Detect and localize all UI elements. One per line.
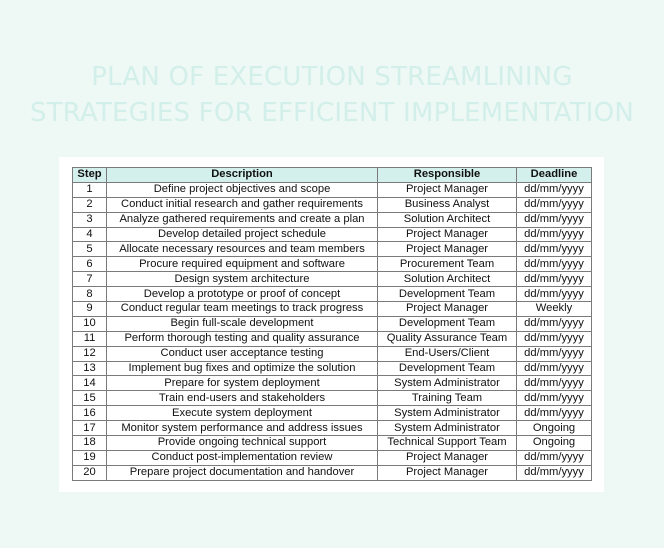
cell-responsible: Project Manager <box>378 450 517 465</box>
cell-deadline: dd/mm/yyyy <box>517 197 592 212</box>
table-row <box>73 212 592 227</box>
cell-step: 19 <box>73 450 107 465</box>
cell-description: Conduct initial research and gather requirements <box>107 197 378 212</box>
cell-deadline: Ongoing <box>517 421 592 436</box>
cell-description: Prepare for system deployment <box>107 376 378 391</box>
cell-description: Begin full-scale development <box>107 316 378 331</box>
cell-description: Implement bug fixes and optimize the solution <box>107 361 378 376</box>
cell-step: 8 <box>73 287 107 302</box>
cell-deadline: dd/mm/yyyy <box>517 272 592 287</box>
cell-responsible: System Administrator <box>378 421 517 436</box>
table-row <box>73 421 592 436</box>
cell-description: Provide ongoing technical support <box>107 436 378 451</box>
page-title-line-1: PLAN OF EXECUTION STREAMLINING <box>91 62 573 92</box>
cell-responsible: Training Team <box>378 391 517 406</box>
cell-deadline: dd/mm/yyyy <box>517 227 592 242</box>
cell-step: 15 <box>73 391 107 406</box>
execution-plan-table <box>72 167 592 481</box>
cell-deadline: dd/mm/yyyy <box>517 376 592 391</box>
cell-responsible: Solution Architect <box>378 212 517 227</box>
cell-responsible: Business Analyst <box>378 197 517 212</box>
cell-deadline: dd/mm/yyyy <box>517 331 592 346</box>
table-row <box>73 391 592 406</box>
cell-deadline: dd/mm/yyyy <box>517 242 592 257</box>
cell-responsible: System Administrator <box>378 376 517 391</box>
cell-deadline: dd/mm/yyyy <box>517 361 592 376</box>
cell-description: Develop detailed project schedule <box>107 227 378 242</box>
cell-deadline: dd/mm/yyyy <box>517 346 592 361</box>
table-row <box>73 450 592 465</box>
cell-step: 9 <box>73 302 107 317</box>
column-header-step: Step <box>73 168 107 183</box>
spreadsheet-panel <box>59 157 604 492</box>
cell-step: 17 <box>73 421 107 436</box>
table-row <box>73 227 592 242</box>
cell-deadline: dd/mm/yyyy <box>517 406 592 421</box>
cell-description: Analyze gathered requirements and create a plan <box>107 212 378 227</box>
cell-step: 13 <box>73 361 107 376</box>
cell-step: 5 <box>73 242 107 257</box>
table-row <box>73 465 592 480</box>
table-row <box>73 406 592 421</box>
cell-description: Monitor system performance and address issues <box>107 421 378 436</box>
cell-responsible: End-Users/Client <box>378 346 517 361</box>
cell-responsible: Quality Assurance Team <box>378 331 517 346</box>
table-row <box>73 197 592 212</box>
cell-deadline: dd/mm/yyyy <box>517 316 592 331</box>
table-row <box>73 257 592 272</box>
cell-responsible: Solution Architect <box>378 272 517 287</box>
cell-description: Conduct regular team meetings to track progress <box>107 302 378 317</box>
table-row <box>73 346 592 361</box>
table-row <box>73 331 592 346</box>
cell-description: Train end-users and stakeholders <box>107 391 378 406</box>
cell-step: 6 <box>73 257 107 272</box>
cell-deadline: Weekly <box>517 302 592 317</box>
cell-responsible: Technical Support Team <box>378 436 517 451</box>
cell-step: 20 <box>73 465 107 480</box>
cell-responsible: Procurement Team <box>378 257 517 272</box>
cell-responsible: Development Team <box>378 316 517 331</box>
table-row <box>73 287 592 302</box>
table-row <box>73 361 592 376</box>
cell-description: Design system architecture <box>107 272 378 287</box>
table-row <box>73 376 592 391</box>
cell-step: 18 <box>73 436 107 451</box>
cell-description: Conduct user acceptance testing <box>107 346 378 361</box>
cell-responsible: Project Manager <box>378 302 517 317</box>
cell-step: 12 <box>73 346 107 361</box>
cell-step: 16 <box>73 406 107 421</box>
cell-step: 4 <box>73 227 107 242</box>
cell-description: Prepare project documentation and handover <box>107 465 378 480</box>
cell-responsible: Project Manager <box>378 182 517 197</box>
column-header-description: Description <box>107 168 378 183</box>
cell-description: Perform thorough testing and quality assurance <box>107 331 378 346</box>
table-body <box>73 182 592 480</box>
cell-deadline: Ongoing <box>517 436 592 451</box>
table-row <box>73 182 592 197</box>
table-row <box>73 316 592 331</box>
cell-responsible: Project Manager <box>378 242 517 257</box>
cell-deadline: dd/mm/yyyy <box>517 212 592 227</box>
table-row <box>73 272 592 287</box>
cell-step: 2 <box>73 197 107 212</box>
cell-description: Allocate necessary resources and team members <box>107 242 378 257</box>
column-header-responsible: Responsible <box>378 168 517 183</box>
cell-step: 1 <box>73 182 107 197</box>
cell-deadline: dd/mm/yyyy <box>517 450 592 465</box>
table-row <box>73 436 592 451</box>
table-row <box>73 302 592 317</box>
cell-deadline: dd/mm/yyyy <box>517 391 592 406</box>
cell-responsible: Development Team <box>378 361 517 376</box>
cell-description: Execute system deployment <box>107 406 378 421</box>
cell-deadline: dd/mm/yyyy <box>517 465 592 480</box>
cell-deadline: dd/mm/yyyy <box>517 287 592 302</box>
cell-responsible: System Administrator <box>378 406 517 421</box>
cell-description: Develop a prototype or proof of concept <box>107 287 378 302</box>
cell-responsible: Project Manager <box>378 465 517 480</box>
cell-step: 3 <box>73 212 107 227</box>
page-title-line-2: STRATEGIES FOR EFFICIENT IMPLEMENTATION <box>30 98 634 128</box>
cell-step: 14 <box>73 376 107 391</box>
cell-description: Conduct post-implementation review <box>107 450 378 465</box>
column-header-deadline: Deadline <box>517 168 592 183</box>
cell-step: 7 <box>73 272 107 287</box>
table-header-row <box>73 168 592 183</box>
cell-description: Define project objectives and scope <box>107 182 378 197</box>
cell-step: 10 <box>73 316 107 331</box>
cell-responsible: Project Manager <box>378 227 517 242</box>
cell-description: Procure required equipment and software <box>107 257 378 272</box>
cell-deadline: dd/mm/yyyy <box>517 182 592 197</box>
cell-responsible: Development Team <box>378 287 517 302</box>
cell-step: 11 <box>73 331 107 346</box>
table-row <box>73 242 592 257</box>
cell-deadline: dd/mm/yyyy <box>517 257 592 272</box>
